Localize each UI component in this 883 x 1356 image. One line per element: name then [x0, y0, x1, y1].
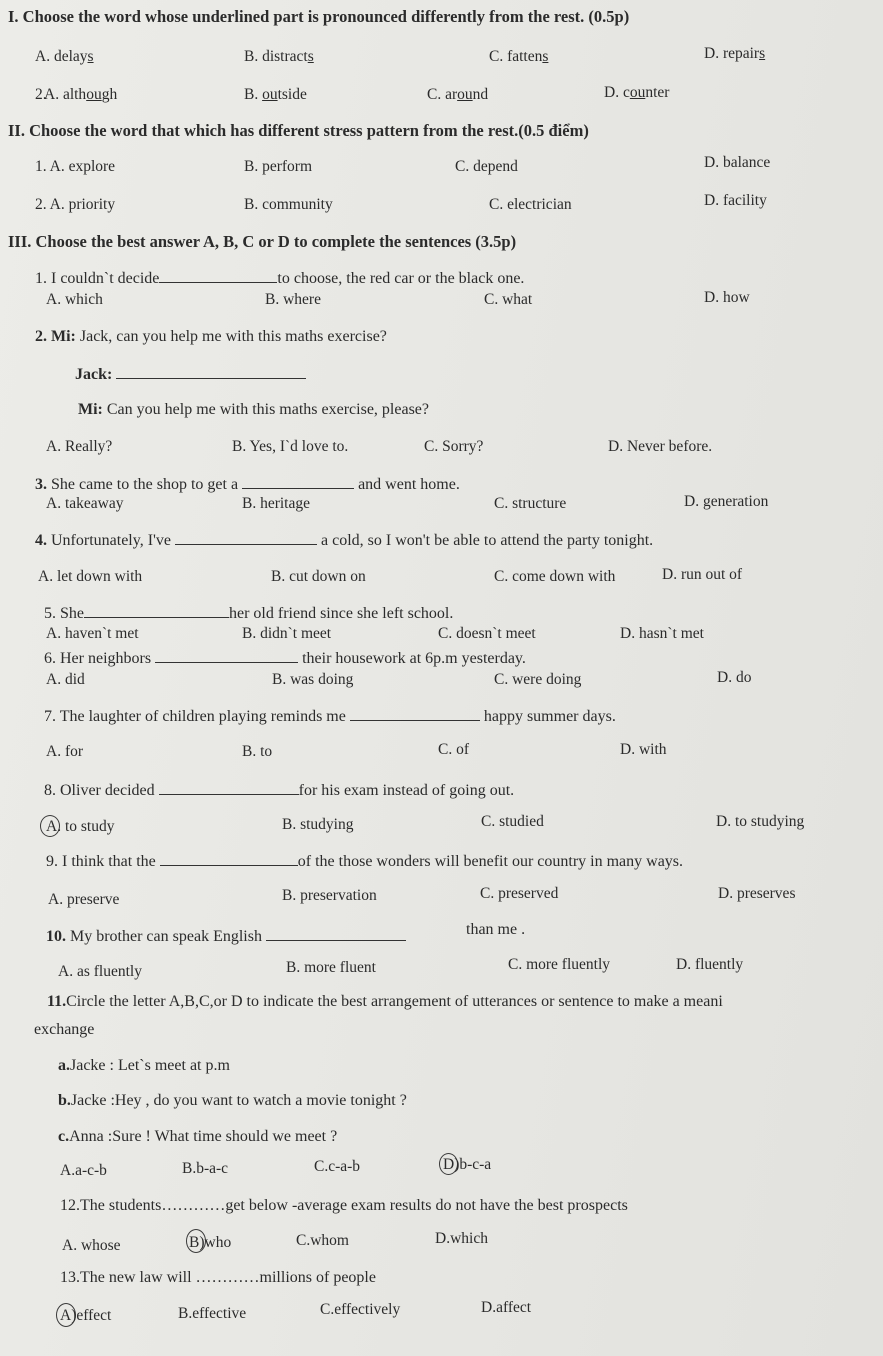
s3-q10-stem: 10. My brother can speak English — [46, 926, 406, 947]
s3-q12-option-b: B)who — [189, 1234, 232, 1251]
s1-q2-option-c: C. around — [427, 86, 489, 103]
s3-q13-option-c: C.effectively — [320, 1301, 401, 1318]
s1-q1-option-d: D. repairs — [704, 45, 766, 62]
s3-q1-option-a: A. which — [46, 291, 103, 308]
s3-q11-line-c: c.Anna :Sure ! What time should we meet ? — [58, 1128, 338, 1145]
s1-q1-option-c: C. fattens — [489, 48, 549, 65]
s3-q6-option-c: C. were doing — [494, 671, 582, 688]
s1-q1-option-b: B. distracts — [244, 48, 314, 65]
s3-q8-option-a: A. to study — [46, 818, 115, 835]
s3-q6-stem: 6. Her neighbors their housework at 6p.m yesterday. — [44, 650, 526, 667]
s3-q11-stem-cont: exchange — [34, 1021, 95, 1038]
s3-q12-stem: 12.The students…………get below -average exam results do not have the best prospects — [60, 1197, 628, 1214]
s1-q2-number: 2. — [35, 86, 47, 103]
section-2-title: II. Choose the word that which has different stress pattern from the rest.(0.5 điểm) — [8, 121, 589, 140]
s3-q4-option-b: B. cut down on — [271, 568, 366, 585]
s3-q11-option-d: D)b-c-a — [443, 1156, 492, 1173]
s3-q8-option-d: D. to studying — [716, 813, 805, 830]
s3-q11-stem: 11.Circle the letter A,B,C,or D to indicate the best arrangement of utterances or sentence to make a meani — [47, 993, 723, 1010]
s3-q2-option-b: B. Yes, I`d love to. — [232, 438, 349, 455]
s2-q1-option-d: D. balance — [704, 154, 771, 171]
s3-q4-option-a: A. let down with — [38, 568, 143, 585]
s3-q10-stem-end: than me . — [466, 921, 526, 938]
s2-q2-option-d: D. facility — [704, 192, 767, 209]
s3-q7-stem: 7. The laughter of children playing reminds me happy summer days. — [44, 708, 616, 725]
section-3-title: III. Choose the best answer A, B, C or D to complete the sentences (3.5p) — [8, 232, 517, 251]
s3-q12-option-a: A. whose — [62, 1237, 121, 1254]
s3-q10-option-b: B. more fluent — [286, 959, 376, 976]
s3-q3-option-b: B. heritage — [242, 495, 311, 512]
s3-q11-option-c: C.c-a-b — [314, 1158, 361, 1175]
s3-q1-option-d: D. how — [704, 289, 750, 306]
s3-q5-option-b: B. didn`t meet — [242, 625, 332, 642]
s3-q10-option-d: D. fluently — [676, 956, 744, 973]
s3-q7-option-d: D. with — [620, 741, 667, 758]
s3-q10-option-c: C. more fluently — [508, 956, 611, 973]
s3-q13-stem: 13.The new law will …………millions of people — [60, 1269, 376, 1286]
s2-q1-option-a: 1. A. explore — [35, 158, 116, 175]
s3-q5-option-d: D. hasn`t met — [620, 625, 704, 642]
s3-q1-option-c: C. what — [484, 291, 533, 308]
s3-q9-option-b: B. preservation — [282, 887, 377, 904]
s3-q13-option-a: A)effect — [60, 1307, 112, 1324]
s3-q11-line-a: a.Jacke : Let`s meet at p.m — [58, 1057, 230, 1074]
s3-q7-option-c: C. of — [438, 741, 469, 758]
s3-q13-option-d: D.affect — [481, 1299, 532, 1316]
s3-q7-option-a: A. for — [46, 743, 84, 760]
s3-q5-option-c: C. doesn`t meet — [438, 625, 536, 642]
s3-q2-mi-line: Mi: Can you help me with this maths exercise, please? — [78, 401, 430, 418]
s1-q2-option-d: D. counter — [604, 84, 670, 101]
s3-q2-option-a: A. Really? — [46, 438, 113, 455]
s3-q2-option-d: D. Never before. — [608, 438, 713, 455]
s3-q10-option-a: A. as fluently — [58, 963, 142, 980]
s3-q6-option-b: B. was doing — [272, 671, 354, 688]
s3-q6-option-a: A. did — [46, 671, 85, 688]
s3-q1-stem: 1. I couldn`t decide to choose, the red car or the black one. — [35, 270, 525, 287]
s3-q3-option-c: C. structure — [494, 495, 567, 512]
s3-q2-option-c: C. Sorry? — [424, 438, 484, 455]
s3-q9-option-a: A. preserve — [48, 891, 120, 908]
s3-q9-stem: 9. I think that the of the those wonders will benefit our country in many ways. — [46, 853, 684, 870]
s3-q3-stem: 3. She came to the shop to get a and went home. — [35, 476, 460, 493]
s3-q2-jack-line: Jack: — [75, 364, 306, 385]
s1-q2-option-b: B. outside — [244, 86, 307, 103]
s3-q3-option-d: D. generation — [684, 493, 769, 510]
s3-q9-option-d: D. preserves — [718, 885, 796, 902]
s3-q4-option-d: D. run out of — [662, 566, 743, 583]
s2-q1-option-c: C. depend — [455, 158, 518, 175]
s3-q2-stem: 2. Mi: Jack, can you help me with this maths exercise? — [35, 328, 387, 345]
s3-q12-option-d: D.which — [435, 1230, 488, 1247]
s3-q6-option-d: D. do — [717, 669, 752, 686]
s3-q8-option-b: B. studying — [282, 816, 354, 833]
s3-q11-line-b: b.Jacke :Hey , do you want to watch a movie tonight ? — [58, 1092, 407, 1109]
s3-q8-stem: 8. Oliver decided for his exam instead of going out. — [44, 782, 515, 799]
section-1-title: I. Choose the word whose underlined part is pronounced differently from the rest. (0.5p) — [8, 7, 630, 26]
s3-q3-option-a: A. takeaway — [46, 495, 124, 512]
s3-q7-option-b: B. to — [242, 743, 273, 760]
s3-q8-option-c: C. studied — [481, 813, 544, 830]
s3-q1-option-b: B. where — [265, 291, 321, 308]
s1-q1-option-a: A. delays — [35, 48, 94, 65]
s3-q12-option-c: C.whom — [296, 1232, 349, 1249]
s3-q11-option-a: A.a-c-b — [60, 1162, 107, 1179]
s3-q4-stem: 4. Unfortunately, I've a cold, so I won't be able to attend the party tonight. — [35, 532, 654, 549]
s1-q2-option-a: A. although — [44, 86, 118, 103]
s3-q4-option-c: C. come down with — [494, 568, 616, 585]
s2-q2-option-b: B. community — [244, 196, 333, 213]
s3-q5-stem: 5. She her old friend since she left school. — [44, 605, 454, 622]
s3-q9-option-c: C. preserved — [480, 885, 559, 902]
s2-q1-option-b: B. perform — [244, 158, 313, 175]
s3-q13-option-b: B.effective — [178, 1305, 247, 1322]
s3-q11-option-b: B.b-a-c — [182, 1160, 229, 1177]
s3-q5-option-a: A. haven`t met — [46, 625, 139, 642]
s2-q2-option-a: 2. A. priority — [35, 196, 116, 213]
s2-q2-option-c: C. electrician — [489, 196, 572, 213]
